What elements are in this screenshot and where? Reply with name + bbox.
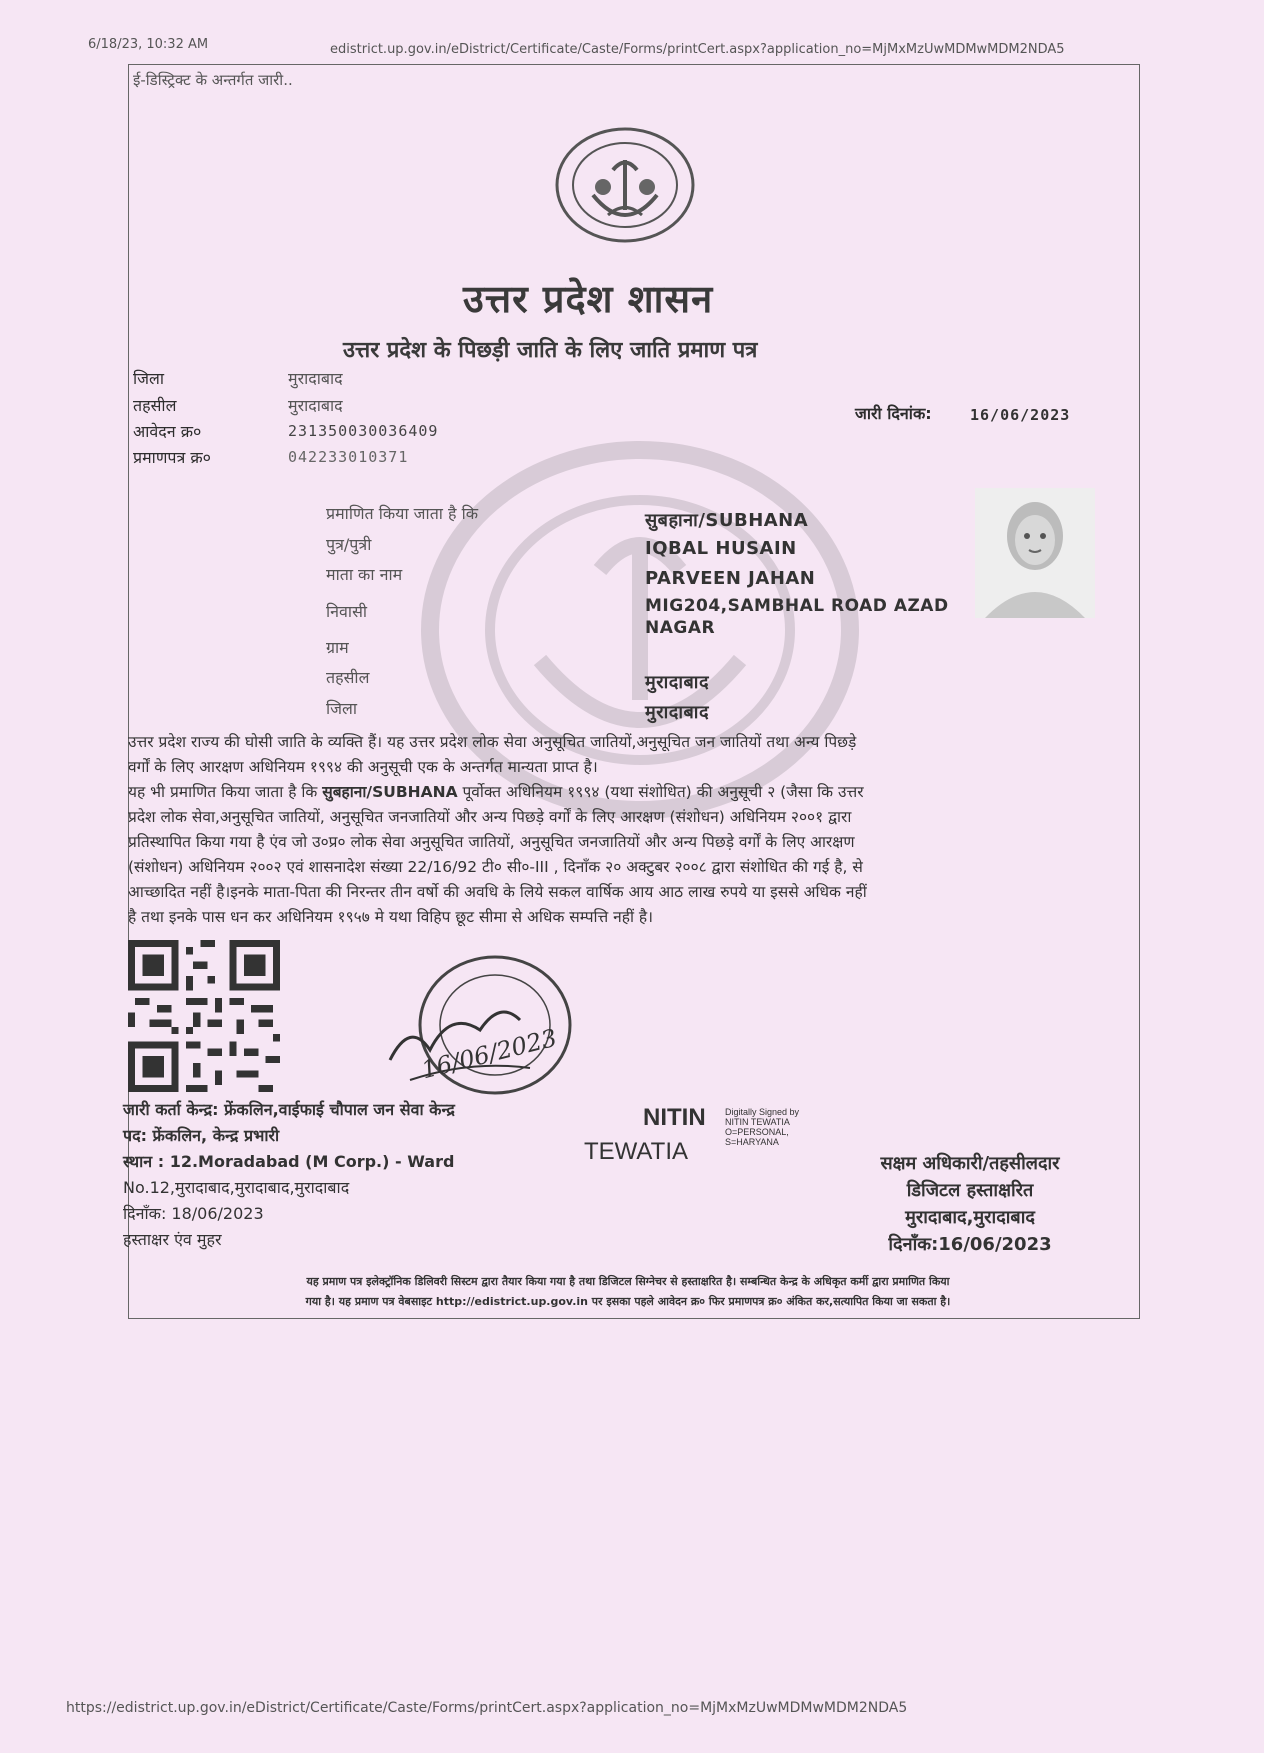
certificate-number: 042233010371 (288, 448, 409, 466)
caste-statement-line2: वर्गों के लिए आरक्षण अधिनियम १९९४ की अनुसूची एक के अन्तर्गत मान्यता प्राप्त है। (128, 758, 598, 776)
certification-line5: आच्छादित नहीं है।इनके माता-पिता की निरन्तर तीन वर्षो की अवधि के लिये सकल वार्षिक आय आठ लाख रुपये या इससे अधिक नहीं (128, 883, 867, 901)
detail-tehsil-value: मुरादाबाद (645, 672, 710, 693)
footnote-line2: गया है। यह प्रमाण पत्र वेबसाइट http://edistrict.up.gov.in पर इसका पहले आवेदन क्र० फिर प्रमाणपत्र क्र० अंकित कर,सत्यापित किया जा सकता है। (305, 1295, 951, 1308)
issuer-place-line2: No.12,मुरादाबाद,मुरादाबाद,मुरादाबाद (123, 1178, 350, 1197)
village-label: ग्राम (326, 638, 349, 657)
holder-name: सुबहाना/SUBHANA (645, 510, 809, 531)
certification-line6: है तथा इनके पास धन कर अधिनियम १९५७ मे यथा विहिप छूट सीमा से अधिक सम्पत्ति नहीं है। (128, 908, 654, 926)
authority-date: दिनाँक:16/06/2023 (888, 1234, 1052, 1255)
detail-tehsil-label: तहसील (326, 668, 370, 687)
authority-location: मुरादाबाद,मुरादाबाद (905, 1207, 1035, 1228)
resident-address-line2: NAGAR (645, 618, 716, 638)
stamp-date: 16/06/2023 (418, 1023, 560, 1085)
resident-address-line1: MIG204,SAMBHAL ROAD AZAD (645, 596, 949, 616)
detail-district-label: जिला (326, 699, 358, 718)
print-url: edistrict.up.gov.in/eDistrict/Certificate/Caste/Forms/printCert.aspx?application_no=MjMxMzUwMDMwMDM2NDA5 (330, 42, 1065, 57)
district-value: मुरादाबाद (288, 369, 343, 388)
application-label: आवेदन क्र० (133, 422, 202, 441)
digital-signature-line2: NITIN TEWATIA (725, 1117, 790, 1127)
verification-footnote (123, 1272, 1133, 1312)
application-number: 231350030036409 (288, 422, 439, 440)
print-footer-url: https://edistrict.up.gov.in/eDistrict/Certificate/Caste/Forms/printCert.aspx?application_no=MjMxMzUwMDMwMDM2NDA5 (66, 1700, 908, 1716)
certification-suffix: पूर्वोक्त अधिनियम १९९४ (यथा संशोधित) की अनुसूची २ (जैसा कि उत्तर (457, 783, 864, 801)
certification-line2: प्रदेश लोक सेवा,अनुसूचित जातियों, अनुसूचित जनजातियों और अन्य पिछड़े वर्गों के लिए आरक्षण (संशोधन) अधिनियम २००१ द्वारा (128, 808, 852, 826)
print-datetime: 6/18/23, 10:32 AM (88, 37, 209, 52)
applicant-photo (975, 488, 1095, 618)
district-label: जिला (133, 369, 165, 388)
certification-line1 (128, 780, 1128, 805)
mother-name: PARVEEN JAHAN (645, 568, 816, 589)
certify-label: प्रमाणित किया जाता है कि (326, 504, 479, 523)
page-title: उत्तर प्रदेश शासन (463, 277, 714, 321)
authority-digital-signed: डिजिटल हस्ताक्षरित (906, 1180, 1034, 1201)
certificate-label: प्रमाणपत्र क्र० (133, 448, 211, 467)
caste-statement-line1: उत्तर प्रदेश राज्य की घोसी जाति के व्यक्ति हैं। यह उत्तर प्रदेश लोक सेवा अनुसूचित जातियों,अनुसूचित जन जातियों तथा अन्य पिछड़े (128, 733, 857, 751)
authority-designation: सक्षम अधिकारी/तहसीलदार (880, 1153, 1060, 1174)
issued-under-text: ई-डिस्ट्रिक्ट के अन्तर्गत जारी.. (133, 71, 293, 89)
tehsil-value: मुरादाबाद (288, 396, 343, 415)
signatory-first-name: NITIN (643, 1104, 706, 1131)
issuer-post: पद: फ्रेंकलिन, केन्द्र प्रभारी (123, 1126, 280, 1145)
digital-signature-details (725, 1107, 799, 1147)
issuer-place-line1: स्थान : 12.Moradabad (M Corp.) - Ward (123, 1152, 455, 1171)
father-name: IQBAL HUSAIN (645, 538, 797, 559)
qr-code (128, 940, 280, 1092)
certification-name: सुबहाना/SUBHANA (322, 783, 458, 801)
tehsil-label: तहसील (133, 396, 177, 415)
digital-signature-line4: S=HARYANA (725, 1137, 779, 1147)
certification-prefix: यह भी प्रमाणित किया जाता है कि (128, 783, 323, 801)
up-emblem (553, 125, 697, 245)
certificate-subtitle: उत्तर प्रदेश के पिछड़ी जाति के लिए जाति प्रमाण पत्र (343, 338, 758, 363)
signatory-last-name: TEWATIA (584, 1138, 688, 1165)
issuer-block (123, 1097, 455, 1253)
issue-date-label: जारी दिनांक: (855, 404, 932, 423)
issue-date-value: 16/06/2023 (970, 406, 1071, 424)
digital-signature-line3: O=PERSONAL, (725, 1127, 789, 1137)
certification-line4: (संशोधन) अधिनियम २००२ एवं शासनादेश संख्या 22/16/92 टी० सी०-III , दिनाँक २० अक्टुबर २००८ द्वारा संशोधित की गई है, से (128, 858, 863, 876)
caste-statement (128, 730, 1128, 930)
resident-label: निवासी (326, 602, 368, 621)
certification-line3: प्रतिस्थापित किया गया है एंव जो उ०प्र० लोक सेवा अनुसूचित जातियों, अनुसूचित जनजातियों और अन्य पिछड़े वर्गों के लिए आरक्षण (128, 833, 855, 851)
issuer-centre: जारी कर्ता केन्द्र: फ्रेंकलिन,वाईफाई चौपाल जन सेवा केन्द्र (123, 1100, 455, 1119)
authority-block (840, 1150, 1100, 1258)
mother-label: माता का नाम (326, 565, 403, 584)
official-stamp (370, 950, 580, 1110)
digital-signature-line1: Digitally Signed by (725, 1107, 800, 1117)
father-label: पुत्र/पुत्री (326, 535, 372, 554)
footnote-line1: यह प्रमाण पत्र इलेक्ट्रॉनिक डिलिवरी सिस्टम द्वारा तैयार किया गया है तथा डिजिटल सिग्नेचर से हस्ताक्षरित है। सम्बन्धित केन्द्र के अधिकृत कर्मी द्वारा प्रमाणित किया (306, 1275, 950, 1288)
issuer-date: दिनाँक: 18/06/2023 (123, 1204, 264, 1223)
detail-district-value: मुरादाबाद (645, 702, 710, 723)
issuer-sign-seal: हस्ताक्षर एंव मुहर (123, 1230, 222, 1249)
